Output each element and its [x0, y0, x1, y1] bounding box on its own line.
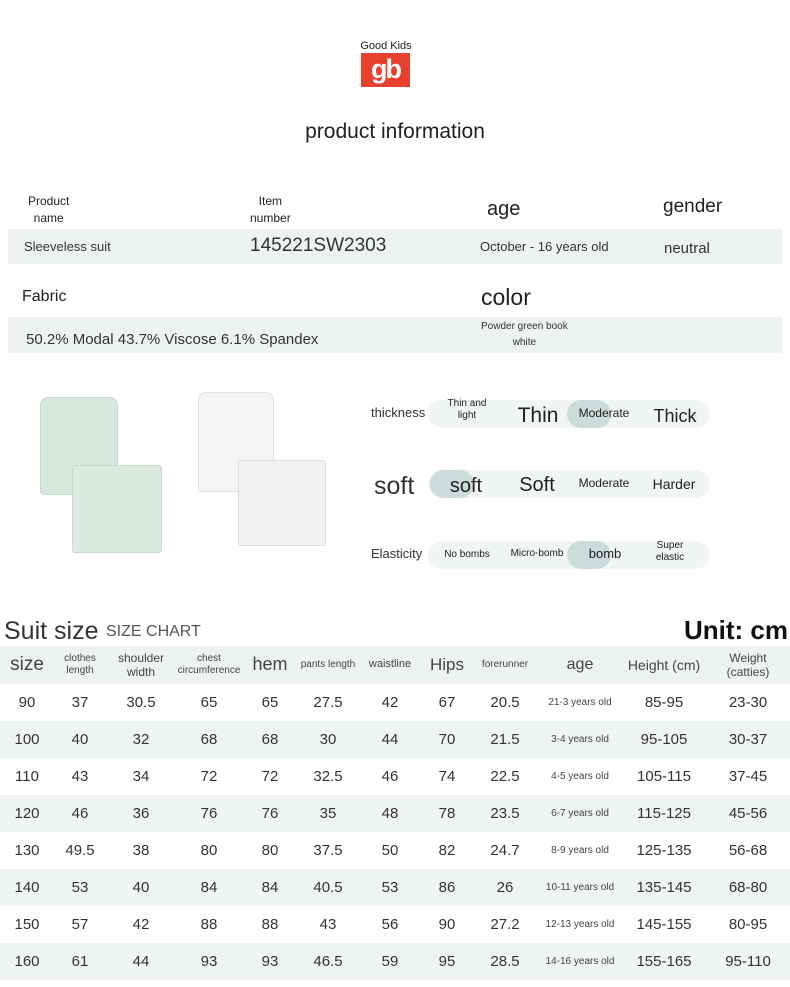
cell-waistline: 48 [358, 795, 422, 832]
cell-waistline: 42 [381, 694, 399, 711]
col-header-hem: hem [242, 646, 298, 684]
cell-clothes-length: 61 [54, 943, 106, 980]
table-row [0, 758, 790, 795]
cell-clothes-length: 43 [71, 768, 89, 785]
cell-waistline: 44 [358, 721, 422, 758]
cell-size: 140 [0, 869, 54, 906]
cell-weight: 95-110 [706, 943, 790, 980]
cell-size: 130 [14, 842, 40, 859]
cell-shoulder-width: 32 [106, 721, 176, 758]
product-name-label: Product name [28, 194, 70, 225]
cell-size: 100 [0, 721, 54, 758]
cell-height: 135-145 [622, 869, 706, 906]
thickness-option-3: Moderate [578, 406, 630, 420]
cell-forerunner: 23.5 [472, 795, 538, 832]
cell-size: 120 [0, 795, 54, 832]
cell-weight: 30-37 [706, 721, 790, 758]
color-value: Powder green book white [481, 321, 568, 348]
cell-hips: 86 [422, 869, 472, 906]
table-row [0, 684, 790, 721]
item-number-value: 145221SW2303 [250, 235, 387, 256]
cell-pants-length: 40.5 [298, 869, 358, 906]
cell-height: 145-155 [636, 916, 692, 933]
cell-hem: 84 [242, 869, 298, 906]
cell-forerunner: 27.2 [490, 916, 520, 933]
cell-pants-length: 46.5 [298, 943, 358, 980]
cell-waistline: 46 [381, 768, 399, 785]
thickness-option-4: Thick [653, 406, 697, 426]
cell-forerunner: 22.5 [490, 768, 520, 785]
soft-label: soft [374, 472, 415, 500]
cell-chest-circumference: 65 [200, 694, 218, 711]
age-value: October - 16 years old [480, 239, 609, 254]
cell-weight: 80-95 [728, 916, 768, 933]
soft-option-4: Harder [652, 476, 696, 492]
green-shorts [72, 465, 162, 553]
col-header-size: size [0, 646, 54, 684]
soft-option-3: Moderate [578, 476, 630, 490]
cell-size: 90 [18, 694, 36, 711]
cell-age: 4-5 years old [551, 771, 609, 782]
col-header-height: Height (cm) [622, 646, 706, 684]
cell-weight: 56-68 [728, 842, 768, 859]
cell-age: 8-9 years old [551, 845, 609, 856]
cell-forerunner: 20.5 [490, 694, 520, 711]
cell-hips: 78 [422, 795, 472, 832]
size-chart-header-row [0, 646, 790, 684]
gender-label: gender [663, 196, 723, 217]
cell-pants-length: 27.5 [313, 694, 343, 711]
cell-hem: 80 [261, 842, 279, 859]
cell-clothes-length: 40 [54, 721, 106, 758]
white-shorts [238, 460, 326, 546]
color-label: color [481, 284, 531, 310]
elasticity-option-4: Super elastic [655, 540, 685, 563]
cell-chest-circumference: 84 [176, 869, 242, 906]
thickness-option-1: Thin and light [447, 398, 487, 421]
cell-forerunner: 28.5 [472, 943, 538, 980]
cell-chest-circumference: 80 [200, 842, 218, 859]
col-header-age: age [538, 646, 622, 684]
cell-hem: 68 [242, 721, 298, 758]
size-chart-unit: Unit: cm [684, 615, 788, 645]
cell-chest-circumference: 88 [200, 916, 218, 933]
cell-shoulder-width: 42 [132, 916, 150, 933]
cell-weight: 23-30 [728, 694, 768, 711]
cell-hips: 70 [422, 721, 472, 758]
cell-hem: 65 [261, 694, 279, 711]
table-row [0, 721, 790, 758]
cell-waistline: 53 [358, 869, 422, 906]
col-header-pants-length: pants length [298, 646, 358, 684]
cell-waistline: 56 [381, 916, 399, 933]
col-header-hips: Hips [422, 646, 472, 684]
cell-age: 14-16 years old [538, 943, 622, 980]
cell-height: 115-125 [622, 795, 706, 832]
cell-pants-length: 32.5 [313, 768, 343, 785]
cell-age: 10-11 years old [538, 869, 622, 906]
col-header-shoulder-width: shoulder width [106, 646, 176, 684]
cell-forerunner: 21.5 [472, 721, 538, 758]
size-chart-table [0, 646, 790, 980]
cell-clothes-length: 49.5 [65, 842, 95, 859]
cell-hips: 74 [438, 768, 456, 785]
fabric-label: Fabric [22, 288, 67, 305]
col-header-weight: Weight (catties) [706, 646, 790, 684]
cell-waistline: 59 [358, 943, 422, 980]
cell-hips: 82 [438, 842, 456, 859]
col-header-chest-circumference: chest circumference [176, 646, 242, 684]
table-row [0, 906, 790, 943]
cell-hem: 72 [261, 768, 279, 785]
cell-forerunner: 26 [472, 869, 538, 906]
cell-hem: 76 [242, 795, 298, 832]
cell-hem: 88 [261, 916, 279, 933]
size-chart-subtitle: SIZE CHART [106, 623, 201, 640]
cell-shoulder-width: 44 [106, 943, 176, 980]
table-row [0, 832, 790, 869]
cell-clothes-length: 53 [54, 869, 106, 906]
cell-clothes-length: 46 [54, 795, 106, 832]
cell-hips: 95 [422, 943, 472, 980]
gender-value: neutral [664, 240, 710, 257]
cell-forerunner: 24.7 [490, 842, 520, 859]
cell-pants-length: 43 [319, 916, 337, 933]
cell-height: 125-135 [636, 842, 692, 859]
cell-clothes-length: 37 [71, 694, 89, 711]
cell-shoulder-width: 30.5 [126, 694, 156, 711]
product-image-green [36, 393, 166, 558]
page-title: product information [305, 120, 485, 143]
cell-shoulder-width: 34 [132, 768, 150, 785]
soft-option-1: soft [449, 475, 483, 497]
col-header-waistline: waistline [358, 646, 422, 684]
fabric-value: 50.2% Modal 43.7% Viscose 6.1% Spandex [26, 331, 319, 348]
col-header-clothes-length: clothes length [54, 646, 106, 684]
elasticity-option-3: bomb [588, 546, 622, 561]
cell-chest-circumference: 72 [200, 768, 218, 785]
cell-size: 160 [0, 943, 54, 980]
age-label: age [487, 198, 521, 220]
cell-chest-circumference: 93 [176, 943, 242, 980]
thickness-label: thickness [371, 405, 426, 420]
cell-pants-length: 35 [298, 795, 358, 832]
col-header-forerunner: forerunner [472, 646, 538, 684]
elasticity-label: Elasticity [371, 546, 423, 561]
cell-height: 155-165 [622, 943, 706, 980]
elasticity-option-1: No bombs [444, 549, 490, 560]
cell-chest-circumference: 68 [176, 721, 242, 758]
item-number-label: Item number [250, 194, 291, 225]
cell-pants-length: 30 [298, 721, 358, 758]
cell-chest-circumference: 76 [176, 795, 242, 832]
cell-height: 105-115 [637, 768, 691, 785]
cell-weight: 68-80 [706, 869, 790, 906]
cell-pants-length: 37.5 [313, 842, 343, 859]
soft-option-2: Soft [519, 474, 555, 496]
cell-age: 6-7 years old [538, 795, 622, 832]
table-row [0, 943, 790, 980]
table-row [0, 795, 790, 832]
size-chart-title: Suit size [4, 617, 99, 645]
cell-weight: 37-45 [728, 768, 768, 785]
brand-top-text: Good Kids [360, 40, 412, 52]
cell-waistline: 50 [381, 842, 399, 859]
cell-shoulder-width: 40 [106, 869, 176, 906]
cell-age: 12-13 years old [545, 919, 615, 930]
cell-shoulder-width: 38 [132, 842, 150, 859]
cell-shoulder-width: 36 [106, 795, 176, 832]
cell-height: 85-95 [644, 694, 684, 711]
product-image-white [194, 388, 330, 552]
cell-size: 110 [15, 768, 39, 785]
cell-hem: 93 [242, 943, 298, 980]
cell-clothes-length: 57 [71, 916, 89, 933]
cell-weight: 45-56 [706, 795, 790, 832]
cell-hips: 67 [438, 694, 456, 711]
cell-hips: 90 [438, 916, 456, 933]
thickness-option-2: Thin [517, 404, 559, 427]
cell-height: 95-105 [622, 721, 706, 758]
cell-age: 3-4 years old [538, 721, 622, 758]
table-row [0, 869, 790, 906]
brand-mark: gb [361, 53, 410, 87]
brand-logo [360, 38, 412, 88]
elasticity-option-2: Micro-bomb [510, 548, 564, 559]
cell-size: 150 [14, 916, 40, 933]
cell-age: 21-3 years old [548, 697, 612, 708]
product-name-value: Sleeveless suit [24, 239, 111, 254]
